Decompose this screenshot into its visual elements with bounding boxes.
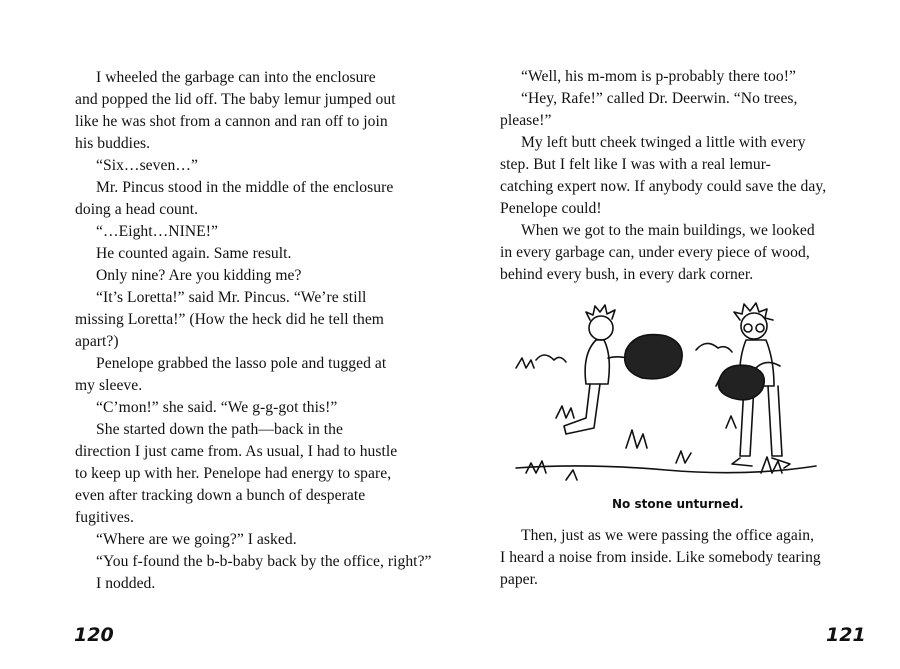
text-line: I heard a noise from inside. Like somebody tearing xyxy=(500,549,821,566)
text-line: even after tracking down a bunch of desperate xyxy=(75,487,366,504)
text-line: catching expert now. If anybody could save the day, xyxy=(500,178,827,195)
text-line: My left butt cheek twinged a little with every xyxy=(521,134,806,151)
text-line: I nodded. xyxy=(96,575,156,592)
text-line: “C’mon!” she said. “We g-g-got this!” xyxy=(96,399,338,416)
text-line: “Where are we going?” I asked. xyxy=(96,531,297,548)
text-line: his buddies. xyxy=(75,135,151,152)
page-number: 121 xyxy=(826,624,866,646)
text-line: Then, just as we were passing the office again, xyxy=(521,527,815,544)
text-line: behind every bush, in every dark corner. xyxy=(500,266,754,283)
text-line: “Well, his m-mom is p-probably there too!” xyxy=(521,68,796,85)
illustration-caption: No stone unturned. xyxy=(612,497,744,511)
text-line: my sleeve. xyxy=(75,377,143,394)
text-line: Penelope grabbed the lasso pole and tugged at xyxy=(96,355,387,372)
text-line: to keep up with her. Penelope had energy to spare, xyxy=(75,465,392,482)
boys-lifting-stones-illustration xyxy=(506,298,826,494)
text-line: in every garbage can, under every piece of wood, xyxy=(500,244,810,261)
text-line: “Hey, Rafe!” called Dr. Deerwin. “No trees, xyxy=(521,90,798,107)
text-line: doing a head count. xyxy=(75,201,199,218)
text-line: She started down the path—back in the xyxy=(96,421,343,438)
text-line: He counted again. Same result. xyxy=(96,245,292,262)
text-line: and popped the lid off. The baby lemur jumped out xyxy=(75,91,396,108)
text-line: When we got to the main buildings, we looked xyxy=(521,222,815,239)
page-number: 120 xyxy=(74,624,114,646)
text-line: “Six…seven…” xyxy=(96,157,198,174)
text-line: direction I just came from. As usual, I had to hustle xyxy=(75,443,398,460)
text-line: Penelope could! xyxy=(500,200,602,217)
text-line: apart?) xyxy=(75,333,119,350)
text-line: “You f-found the b-b-baby back by the office, right?” xyxy=(96,553,432,570)
text-line: like he was shot from a cannon and ran off to join xyxy=(75,113,388,130)
text-line: paper. xyxy=(500,571,538,588)
text-line: I wheeled the garbage can into the enclosure xyxy=(96,69,376,86)
text-line: “…Eight…NINE!” xyxy=(96,223,218,240)
text-line: “It’s Loretta!” said Mr. Pincus. “We’re still xyxy=(96,289,367,306)
text-line: please!” xyxy=(500,112,552,129)
text-line: step. But I felt like I was with a real lemur- xyxy=(500,156,771,173)
text-line: fugitives. xyxy=(75,509,134,526)
text-line: Mr. Pincus stood in the middle of the enclosure xyxy=(96,179,394,196)
text-line: Only nine? Are you kidding me? xyxy=(96,267,302,284)
text-line: missing Loretta!” (How the heck did he tell them xyxy=(75,311,384,328)
